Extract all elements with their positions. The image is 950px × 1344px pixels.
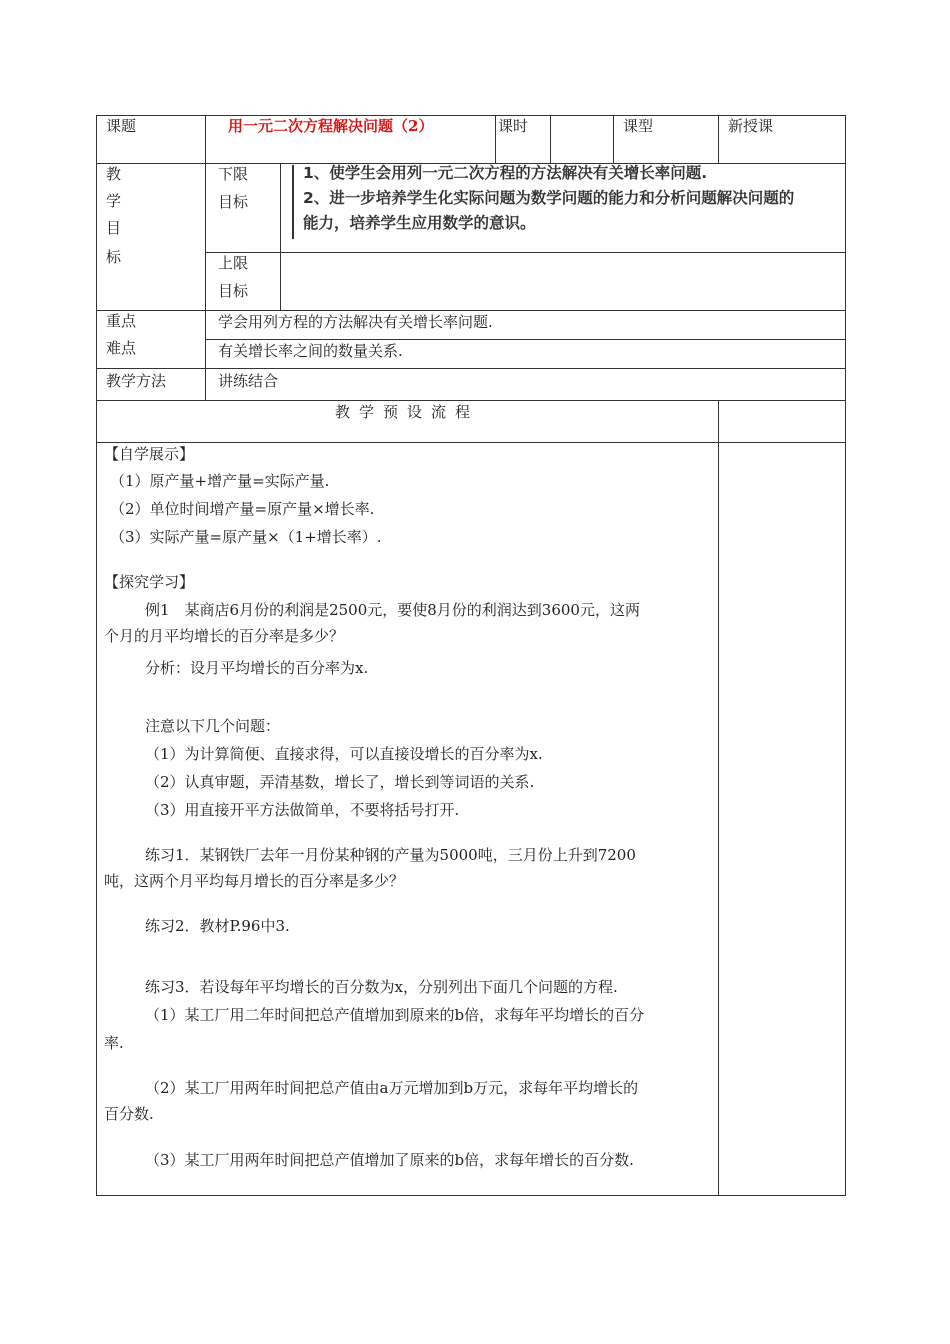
row-divider [96,400,846,401]
example-line: 例1 某商店6月份的利润是2500元，要使8月份的利润达到3600元，这两 [145,601,640,619]
self-study-item: （1）原产量+增产量=实际产量. [110,472,330,490]
period-label: 课时 [498,117,529,135]
exercise-3-sub-line: （2）某工厂用两年时间把总产值由a万元增加到b万元，求每年平均增长的 [145,1079,639,1097]
lower-objective-item: 能力，培养学生应用数学的意识。 [303,214,536,232]
exercise-3-sub-line: （3）某工厂用两年时间把总产值增加了原来的b倍，求每年增长的百分数. [145,1151,634,1169]
lower-objective-item: 1、使学生会用列一元二次方程的方法解决有关增长率问题. [303,164,708,182]
topic-title: 用一元二次方程解决问题（2） [228,117,434,135]
upper-objective-label: 目标 [218,282,249,300]
objectives-label-char: 目 [106,219,122,237]
col-divider [495,115,496,163]
row-divider [205,339,846,340]
exercise-1-line: 吨，这两个月平均每月增长的百分率是多少？ [104,872,405,890]
key-points-label: 重点 [106,312,137,330]
col-divider [718,400,719,1196]
type-label: 课型 [623,117,654,135]
row-divider [96,368,846,369]
method-value: 讲练结合 [218,372,279,390]
objectives-label-char: 学 [106,192,122,210]
exercise-2: 练习2．教材P.96中3. [145,917,290,935]
objective-margin-line [292,165,294,239]
process-heading: 教学预设流程 [335,403,480,421]
exercise-3-sub-line: 百分数. [104,1105,154,1123]
notes-heading: 注意以下几个问题： [145,717,281,735]
col-divider [550,115,551,163]
col-divider [613,115,614,163]
key-point-text: 学会用列方程的方法解决有关增长率问题. [218,313,493,331]
explore-heading: 【探究学习】 [104,573,195,591]
note-item: （2）认真审题，弄清基数，增长了，增长到等词语的关系. [145,773,535,791]
self-study-item: （3）实际产量=原产量×（1+增长率）. [110,528,382,546]
objectives-label-char: 教 [106,165,122,183]
lesson-plan-table [96,115,846,1196]
lower-objective-label: 目标 [218,193,249,211]
exercise-1-line: 练习1．某钢铁厂去年一月份某种钢的产量为5000吨，三月份上升到7200 [145,846,636,864]
exercise-3-sub-line: （1）某工厂用二年时间把总产值增加到原来的b倍，求每年平均增长的百分 [145,1006,645,1024]
note-item: （1）为计算简便、直接求得，可以直接设增长的百分率为x. [145,745,543,763]
self-study-item: （2）单位时间增产量=原产量×增长率. [110,500,375,518]
example-line: 个月的月平均增长的百分率是多少？ [104,627,345,645]
topic-label: 课题 [106,117,137,135]
exercise-3-sub-line: 率. [104,1034,124,1052]
col-divider [205,115,206,400]
objectives-label-char: 标 [106,248,122,266]
key-points-label: 难点 [106,339,137,357]
row-divider [96,442,846,443]
upper-objective-label: 上限 [218,254,249,272]
exercise-3: 练习3．若设每年平均增长的百分数为x，分别列出下面几个问题的方程. [145,978,618,996]
lower-objective-item: 2、进一步培养学生化实际问题为数学问题的能力和分析问题解决问题的 [303,189,795,207]
lower-objective-label: 下限 [218,165,249,183]
col-divider [718,115,719,163]
difficulty-text: 有关增长率之间的数量关系. [218,342,403,360]
row-divider [96,310,846,311]
col-divider [280,163,281,310]
row-divider [205,252,846,253]
type-value: 新授课 [728,117,774,135]
self-study-heading: 【自学展示】 [104,445,195,463]
note-item: （3）用直接开平方法做简单，不要将括号打开. [145,801,460,819]
analysis-text: 分析：设月平均增长的百分率为x. [145,659,369,677]
method-label: 教学方法 [106,372,167,390]
